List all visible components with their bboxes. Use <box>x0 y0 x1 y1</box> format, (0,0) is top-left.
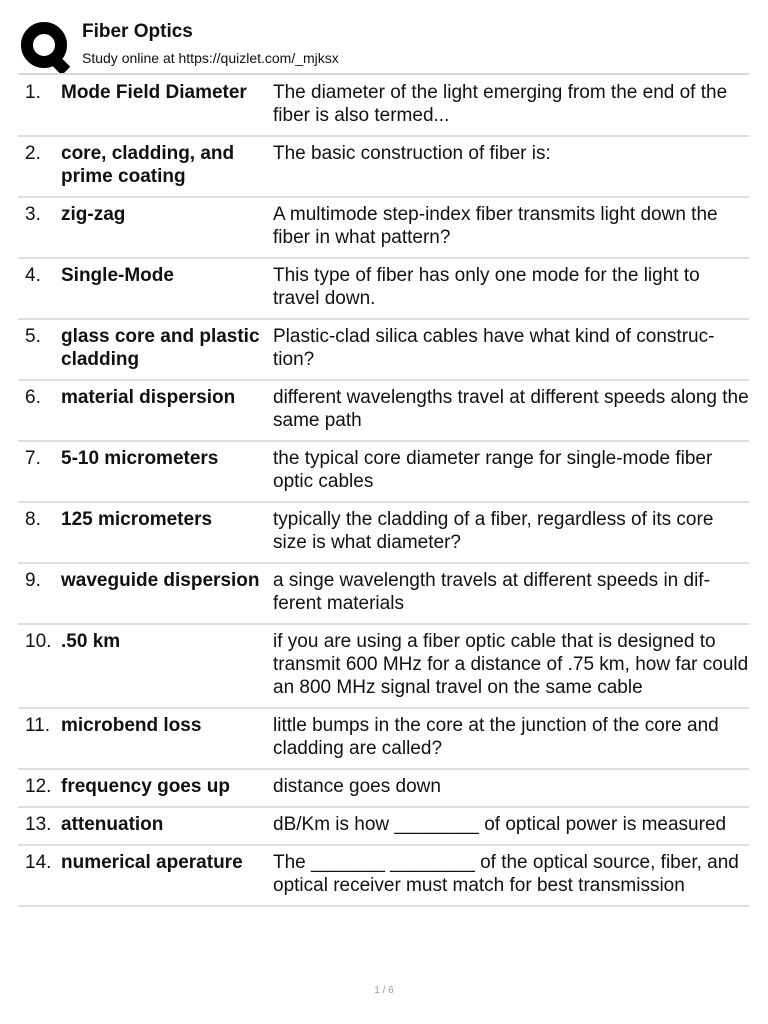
card-term: frequency goes up <box>61 776 230 797</box>
card-definition: distance goes down <box>273 776 441 797</box>
flashcard-row <box>18 259 749 320</box>
flashcard-row <box>18 76 749 137</box>
card-number: 12. <box>25 776 52 797</box>
card-number: 9. <box>25 570 41 591</box>
page-number: 1 / 6 <box>374 985 394 996</box>
card-term: 5-10 micrometers <box>61 448 219 469</box>
card-number: 3. <box>25 204 41 225</box>
page-title: Fiber Optics <box>82 21 193 42</box>
document-header <box>18 18 750 72</box>
card-number: 1. <box>25 82 41 103</box>
flashcard-row <box>18 503 749 564</box>
flashcard-row <box>18 320 749 381</box>
flashcard-row <box>18 442 749 503</box>
quizlet-logo-icon <box>20 21 72 73</box>
card-definition: Plastic-clad silica cables have what kind of construction? <box>273 326 715 370</box>
study-online-link[interactable]: Study online at https://quizlet.com/_mjksx <box>82 50 339 66</box>
flashcard-row <box>18 770 749 808</box>
card-definition: little bumps in the core at the junction of the core and cladding are called? <box>273 715 719 759</box>
flashcard-row <box>18 846 749 907</box>
card-definition: different wavelengths travel at different speeds along the same path <box>273 387 749 431</box>
card-definition: if you are using a fiber optic cable that is designed to transmit 600 MHz for a distance of .75 km, how far could an 800 MHz signal travel on the same cable <box>273 631 749 698</box>
card-number: 8. <box>25 509 41 530</box>
flashcard-row <box>18 198 749 259</box>
card-term: Mode Field Diameter <box>61 82 247 103</box>
flashcard-row <box>18 625 749 709</box>
card-definition: dB/Km is how ________ of optical power is measured <box>273 814 727 835</box>
flashcard-row <box>18 381 749 442</box>
card-term: .50 km <box>61 631 121 652</box>
card-number: 5. <box>25 326 41 347</box>
card-definition: typically the cladding of a fiber, regardless of its core size is what diameter? <box>273 509 714 553</box>
card-number: 11. <box>25 715 51 736</box>
card-term: zig-zag <box>61 204 126 225</box>
card-number: 6. <box>25 387 41 408</box>
flashcard-row <box>18 564 749 625</box>
card-definition: a singe wavelength travels at different speeds in different materials <box>273 570 710 614</box>
flashcard-row <box>18 137 749 198</box>
flashcard-list <box>18 76 749 907</box>
card-number: 2. <box>25 143 41 164</box>
card-number: 7. <box>25 448 41 469</box>
card-definition: The basic construction of fiber is: <box>273 143 551 164</box>
card-definition: A multimode step-index fiber transmits light down the fiber in what pattern? <box>273 204 718 248</box>
card-term: material dispersion <box>61 387 236 408</box>
card-definition: The _______ ________ of the optical source, fiber, and optical receiver must match for best transmission <box>273 852 739 896</box>
card-term: core, cladding, and prime coating <box>61 143 235 187</box>
card-term: attenuation <box>61 814 164 835</box>
header-divider <box>18 73 749 75</box>
card-term: numerical aperature <box>61 852 243 873</box>
card-term: 125 micrometers <box>61 509 213 530</box>
card-number: 10. <box>25 631 52 652</box>
card-number: 14. <box>25 852 52 873</box>
card-definition: This type of fiber has only one mode for the light to travel down. <box>273 265 700 309</box>
card-definition: the typical core diameter range for single-mode fiber optic cables <box>273 448 713 492</box>
card-number: 4. <box>25 265 41 286</box>
card-term: Single-Mode <box>61 265 174 286</box>
card-term: glass core and plastic cladding <box>61 326 260 370</box>
card-definition: The diameter of the light emerging from the end of the fiber is also termed... <box>273 82 728 126</box>
flashcard-row <box>18 808 749 846</box>
card-term: microbend loss <box>61 715 202 736</box>
card-term: waveguide dispersion <box>61 570 260 591</box>
card-number: 13. <box>25 814 52 835</box>
flashcard-row <box>18 709 749 770</box>
